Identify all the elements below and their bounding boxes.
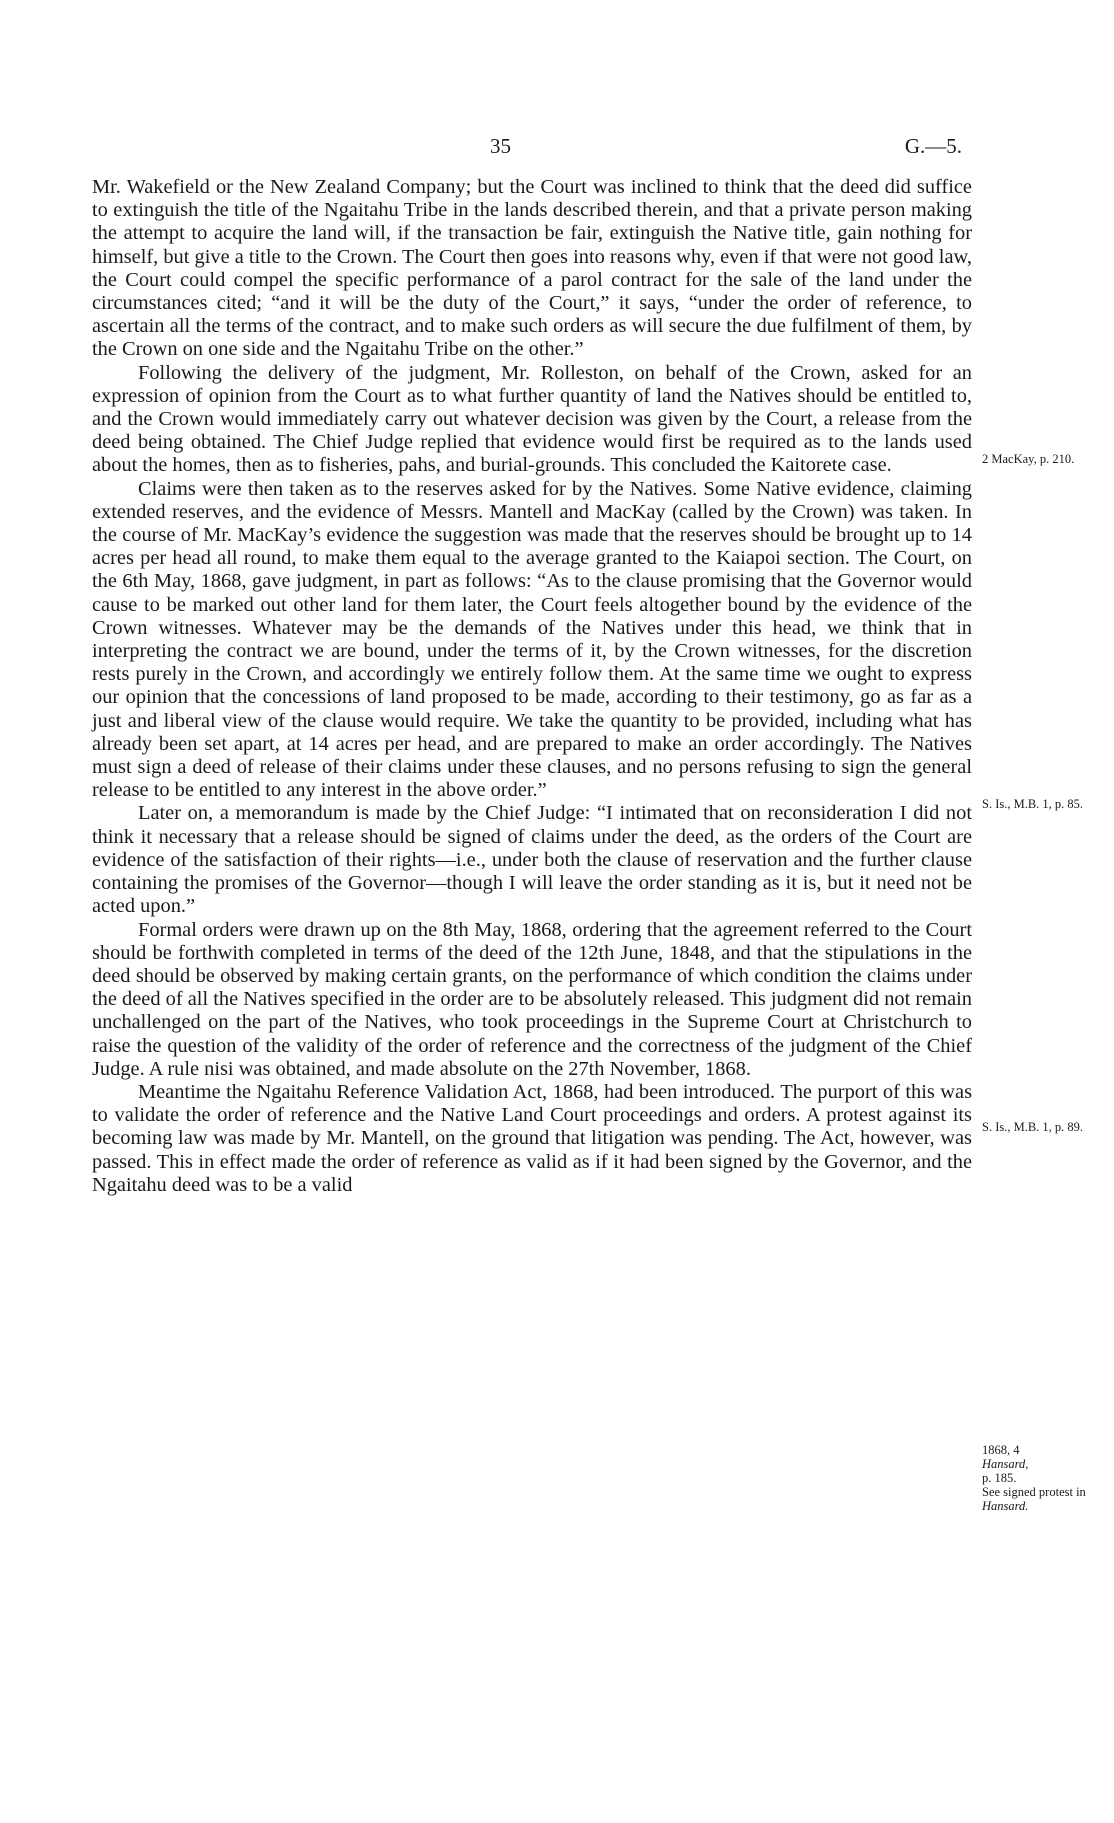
document-reference: G.—5. (904, 134, 962, 158)
paragraph-4: Later on, a memorandum is made by the Chief Judge: “I intimated that on reconsideration I did not think it necessary that a release should be signed of claims under the deed, as the orders of the Court are evidence of the satisfaction of their rights—i.e., under both the clause of reservation and the further clause containing the promises of the Governor—though I will leave the order standing as it is, but it need not be acted upon.” (92, 802, 972, 918)
body-text (92, 176, 1086, 1513)
paragraph-3: Claims were then taken as to the reserves asked for by the Natives. Some Native evidence, claiming extended reserves, and the evidence of Messrs. Mantell and MacKay (called by the Crown) was taken. In the course of Mr. MacKay’s evidence the suggestion was made that the reserves should be brought up to 14 acres per head all round, to make them equal to the average granted to the Kaiapoi section. The Court, on the 6th May, 1868, gave judgment, in part as follows: “As to the clause promising that the Governor would cause to be marked out other land for them later, the Court feels altogether bound by the evidence of the Crown witnesses. Whatever may be the demands of the Natives under this head, we think that in interpreting the contract we are bound, under the terms of it, by the Crown witnesses, for the discretion rests purely in the Crown, and accordingly we entirely follow them. At the same time we ought to express our opinion that the concessions of land proposed to be made, according to their testimony, go as far as a just and liberal view of the clause would require. We take the quantity to be provided, including what has already been set apart, at 14 acres per head, and are prepared to make an order accordingly. The Natives must sign a deed of release of their claims under these clauses, and no persons refusing to sign the general release to be entitled to any interest in the above order.” (92, 477, 972, 802)
paragraph-5: Formal orders were drawn up on the 8th May, 1868, ordering that the agreement referred to the Court should be forthwith completed in terms of the deed of the 12th June, 1848, and that the stipulations in the deed should be observed by making certain grants, on the performance of which condition the claims under the deed of all the Natives specified in the order are to be absolutely released. This judgment did not remain unchallenged on the part of the Natives, who took proceedings in the Supreme Court at Christchurch to raise the question of the validity of the order of reference and the correctness of the judgment of the Chief Judge. A rule nisi was obtained, and made absolute on the 27th November, 1868. (92, 918, 972, 1080)
margin-note-hansard-line-3: p. 185. (982, 1471, 1017, 1485)
page-number: 35 (490, 134, 511, 158)
margin-note-mackay: 2 MacKay, p. 210. (982, 452, 1075, 466)
paragraph-1: Mr. Wakefield or the New Zealand Company; but the Court was inclined to think that the deed did suffice to extinguish the title of the Ngaitahu Tribe in the lands described therein, and that a private person making the attempt to acquire the land will, if the transaction be fair, extinguish the Native title, gain nothing for himself, but give a title to the Crown. The Court then goes into reasons why, even if that were not good law, the Court could compel the specific performance of a parol contract for the sale of the land under the circumstances cited; “and it will be the duty of the Court,” it says, “under the order of reference, to ascertain all the terms of the contract, and to make such orders as will secure the due fulfilment of them, by the Crown on one side and the Ngaitahu Tribe on the other.” (92, 176, 972, 361)
paragraph-2: Following the delivery of the judgment, Mr. Rolleston, on behalf of the Crown, asked for an expression of opinion from the Court as to what further quantity of land the Natives should be entitled to, and the Crown would immediately carry out whatever decision was given by the Court, a release from the deed being obtained. The Chief Judge replied that evidence would first be required as to the lands used about the homes, then as to fisheries, pahs, and burial-grounds. This concluded the Kaitorete case. (92, 361, 972, 477)
page-header (0, 134, 1114, 164)
margin-note-minute-book-89: S. Is., M.B. 1, p. 89. (982, 1120, 1084, 1134)
margin-note-hansard (982, 1443, 1092, 1513)
margin-note-hansard-line-4: See signed protest in (982, 1485, 1086, 1499)
margin-note-hansard-line-2: Hansard, (982, 1457, 1029, 1471)
paragraph-6: Meantime the Ngaitahu Reference Validation Act, 1868, had been introduced. The purport of this was to validate the order of reference and the Native Land Court proceedings and orders. A protest against its becoming law was made by Mr. Mantell, on the ground that litigation was pending. The Act, however, was passed. This in effect made the order of reference as valid as if it had been signed by the Governor, and the Ngaitahu deed was to be a valid (92, 1080, 972, 1196)
margin-note-hansard-line-1: 1868, 4 (982, 1443, 1020, 1457)
margin-note-hansard-line-5: Hansard. (982, 1499, 1029, 1513)
margin-note-minute-book-85: S. Is., M.B. 1, p. 85. (982, 797, 1084, 811)
